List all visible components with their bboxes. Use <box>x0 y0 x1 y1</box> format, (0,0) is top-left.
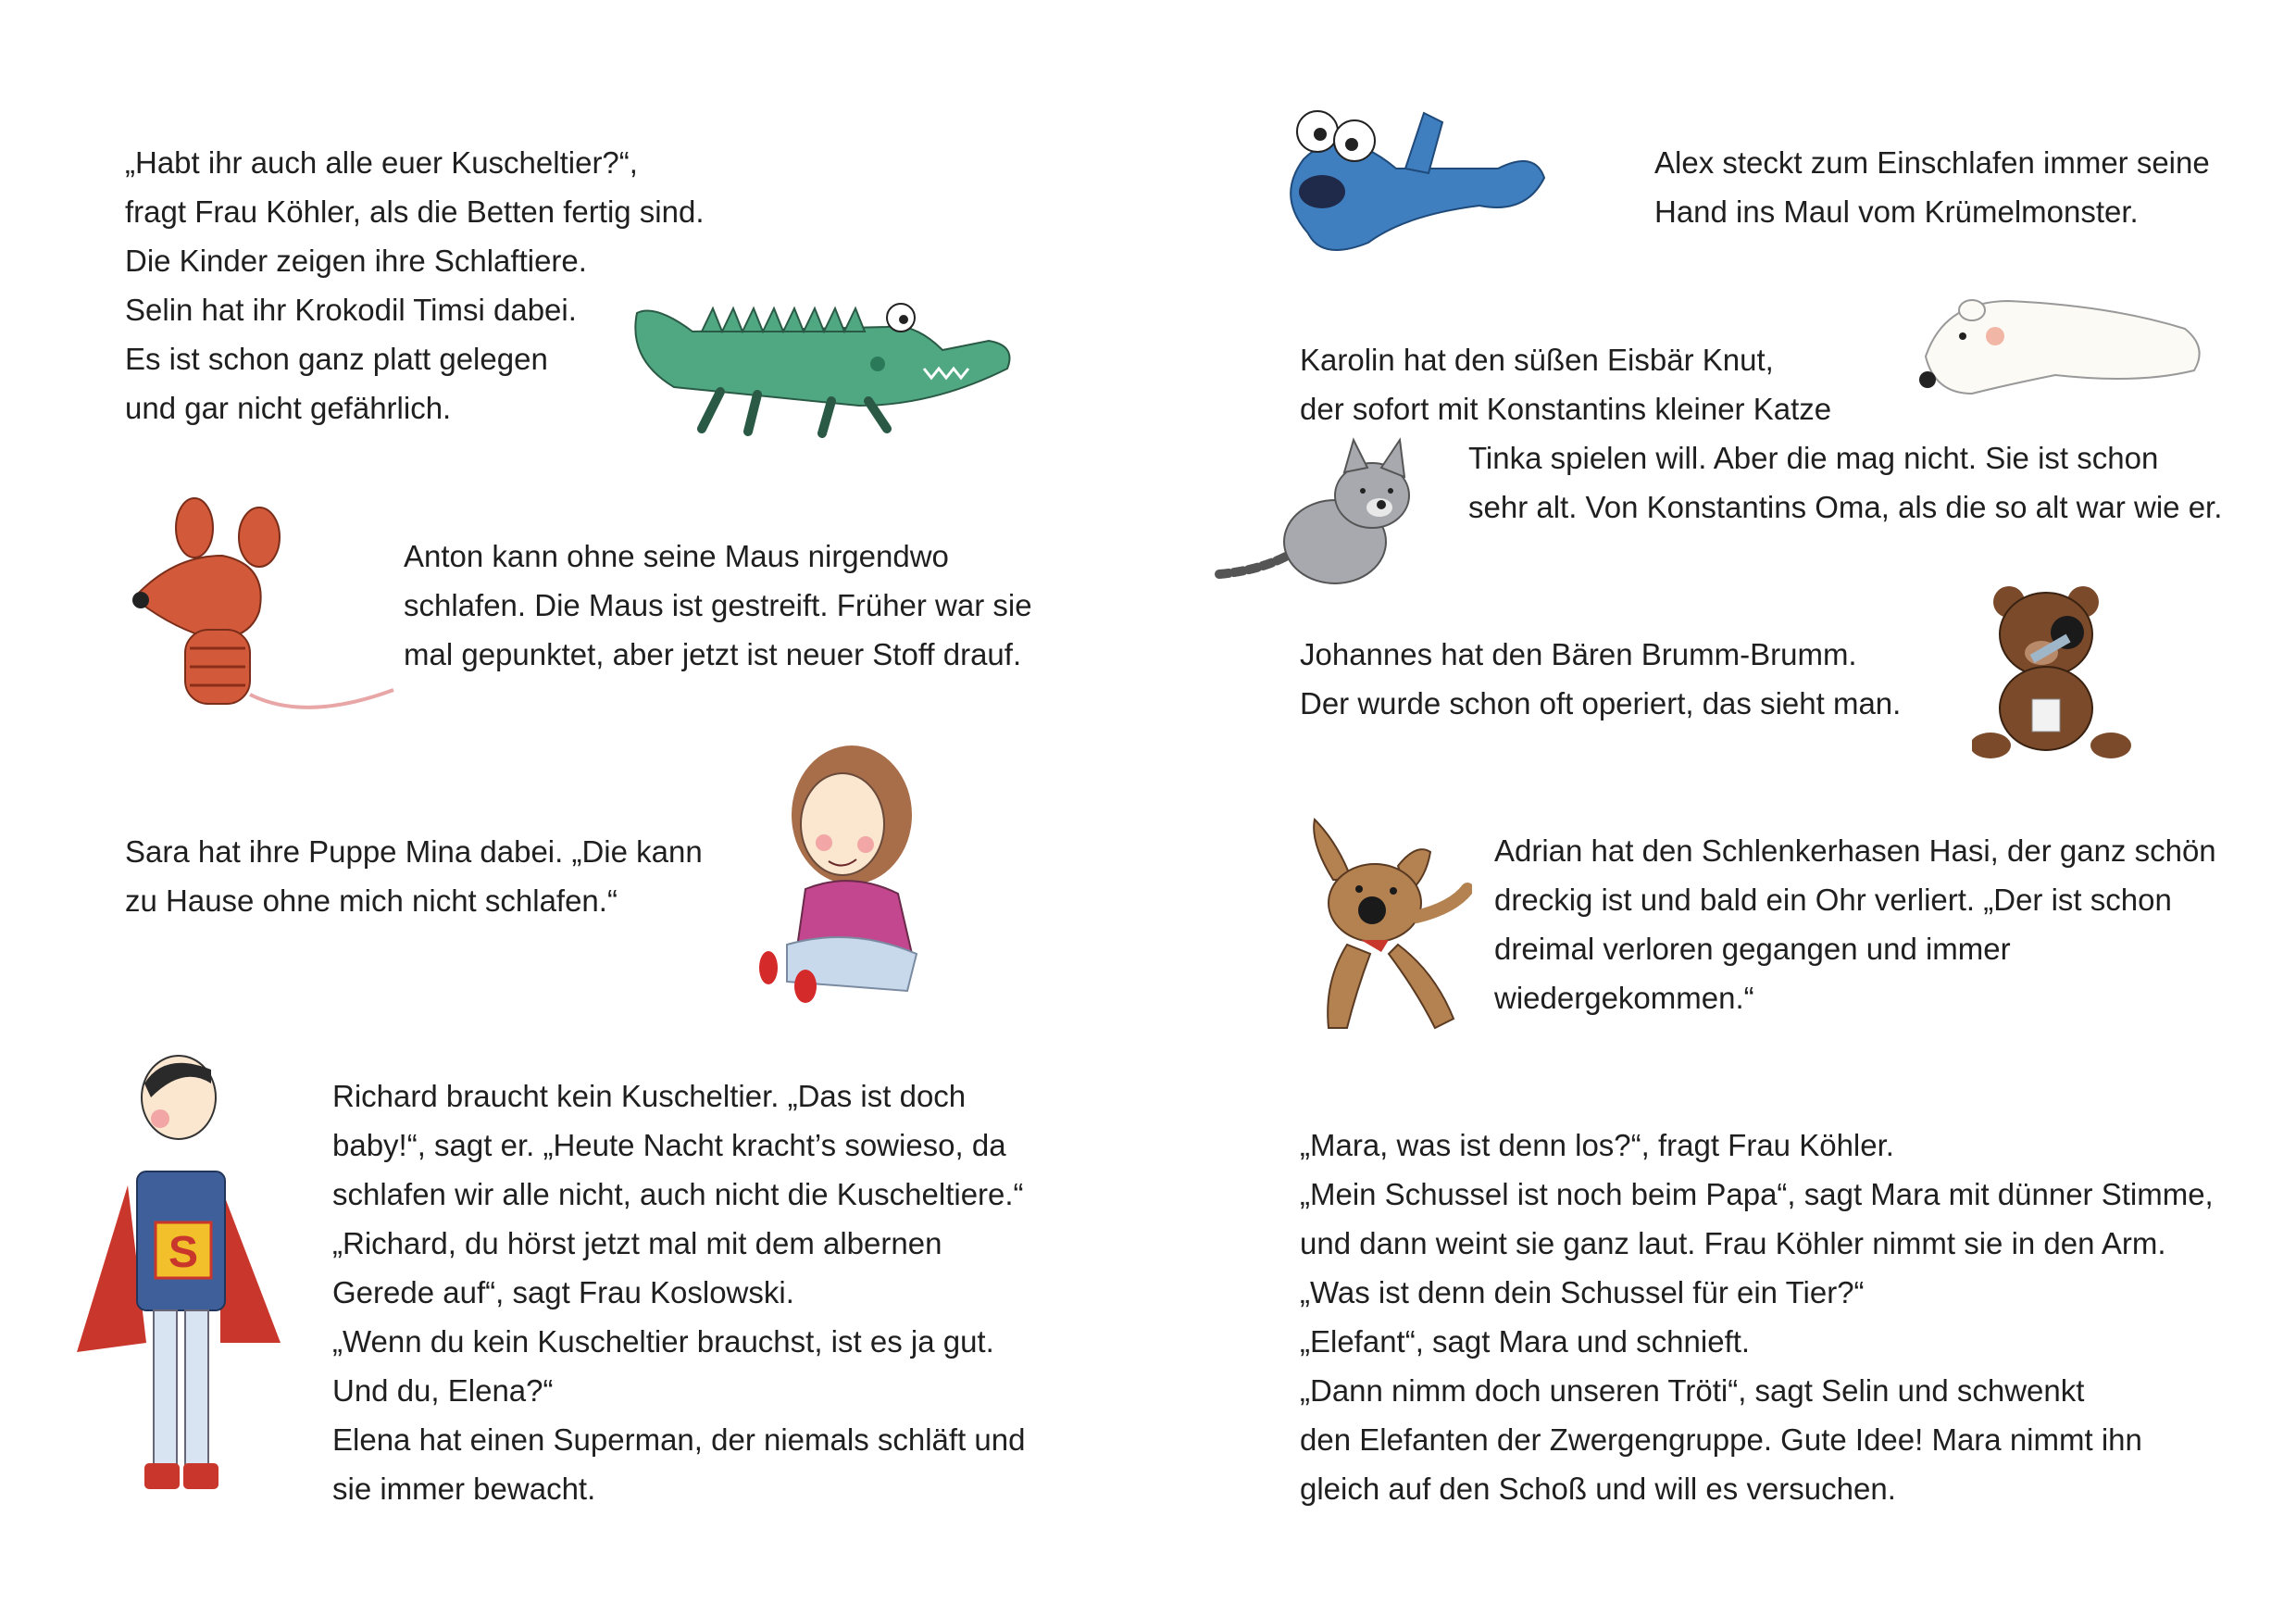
text-line: „Dann nimm doch unseren Tröti“, sagt Selin und schwenkt <box>1300 1373 2085 1408</box>
text-line: Gerede auf“, sagt Frau Koslowski. <box>332 1275 794 1309</box>
text-line: „Mara, was ist denn los?“, fragt Frau Köhler. <box>1300 1128 1894 1162</box>
text-line: „Was ist denn dein Schussel für ein Tier?“ <box>1300 1275 1865 1309</box>
text-line: „Habt ihr auch alle euer Kuscheltier?“, <box>125 145 638 180</box>
rabbit-paragraph <box>1494 826 2216 1022</box>
crocodile-illustration <box>618 276 1044 438</box>
text-line: Anton kann ohne seine Maus nirgendwo <box>404 539 949 573</box>
text-line: zu Hause ohne mich nicht schlafen.“ <box>125 883 618 918</box>
text-line: Elena hat einen Superman, der niemals schläft und <box>332 1422 1026 1457</box>
doll-illustration <box>750 741 954 1009</box>
cat-illustration <box>1215 435 1437 593</box>
crocodile-paragraph <box>125 138 705 432</box>
text-line: „Richard, du hörst jetzt mal mit dem albernen <box>332 1226 942 1260</box>
text-line: Selin hat ihr Krokodil Timsi dabei. <box>125 293 577 327</box>
mara-paragraph <box>1300 1121 2214 1513</box>
polar-bear-paragraph <box>1300 335 1831 433</box>
mouse-illustration <box>120 491 398 732</box>
teddy-paragraph <box>1300 630 1901 728</box>
text-line: „Elefant“, sagt Mara und schnieft. <box>1300 1324 1751 1359</box>
text-line: Karolin hat den süßen Eisbär Knut, <box>1300 343 1774 377</box>
cat-paragraph <box>1468 433 2222 532</box>
text-line: „Wenn du kein Kuscheltier brauchst, ist es ja gut. <box>332 1324 994 1359</box>
text-line: gleich auf den Schoß und will es versuchen. <box>1300 1472 1896 1506</box>
monster-paragraph <box>1654 138 2210 236</box>
text-line: Adrian hat den Schlenkerhasen Hasi, der ganz schön <box>1494 833 2216 868</box>
text-line: fragt Frau Köhler, als die Betten fertig sind. <box>125 194 705 229</box>
text-line: Die Kinder zeigen ihre Schlaftiere. <box>125 244 587 278</box>
text-line: und gar nicht gefährlich. <box>125 391 452 425</box>
text-line: Johannes hat den Bären Brumm-Brumm. <box>1300 637 1857 671</box>
text-line: wiedergekommen.“ <box>1494 981 1754 1015</box>
superman-illustration <box>72 1046 285 1510</box>
text-line: schlafen wir alle nicht, auch nicht die Kuscheltiere.“ <box>332 1177 1024 1211</box>
text-line: Sara hat ihre Puppe Mina dabei. „Die kann <box>125 834 703 869</box>
text-line: mal gepunktet, aber jetzt ist neuer Stoff drauf. <box>404 637 1022 671</box>
text-line: Alex steckt zum Einschlafen immer seine <box>1654 145 2210 180</box>
text-line: den Elefanten der Zwergengruppe. Gute Idee! Mara nimmt ihn <box>1300 1422 2142 1457</box>
text-line: schlafen. Die Maus ist gestreift. Früher war sie <box>404 588 1032 622</box>
doll-paragraph <box>125 827 703 925</box>
text-line: Und du, Elena?“ <box>332 1373 554 1408</box>
superman-emblem-letter: S <box>168 1228 199 1277</box>
text-line: dreckig ist und bald ein Ohr verliert. „Der ist schon <box>1494 883 2172 917</box>
text-line: Der wurde schon oft operiert, das sieht man. <box>1300 686 1902 720</box>
text-line: Hand ins Maul vom Krümelmonster. <box>1654 194 2139 229</box>
text-line: dreimal verloren gegangen und immer <box>1494 932 2011 966</box>
teddy-bear-illustration <box>1972 579 2139 769</box>
polar-bear-illustration <box>1907 282 2213 412</box>
superman-paragraph <box>332 1071 1025 1513</box>
text-line: sie immer bewacht. <box>332 1472 596 1506</box>
cookie-monster-illustration <box>1267 104 1563 280</box>
text-line: baby!“, sagt er. „Heute Nacht kracht’s sowieso, da <box>332 1128 1006 1162</box>
text-line: „Mein Schussel ist noch beim Papa“, sagt Mara mit dünner Stimme, <box>1300 1177 2214 1211</box>
text-line: der sofort mit Konstantins kleiner Katze <box>1300 392 1832 426</box>
mouse-paragraph <box>404 532 1032 679</box>
text-line: sehr alt. Von Konstantins Oma, als die so alt war wie er. <box>1468 490 2223 524</box>
text-line: und dann weint sie ganz laut. Frau Köhler nimmt sie in den Arm. <box>1300 1226 2166 1260</box>
rabbit-illustration <box>1296 815 1472 1037</box>
text-line: Tinka spielen will. Aber die mag nicht. Sie ist schon <box>1468 441 2159 475</box>
text-line: Es ist schon ganz platt gelegen <box>125 342 548 376</box>
text-line: Richard braucht kein Kuscheltier. „Das ist doch <box>332 1079 967 1113</box>
